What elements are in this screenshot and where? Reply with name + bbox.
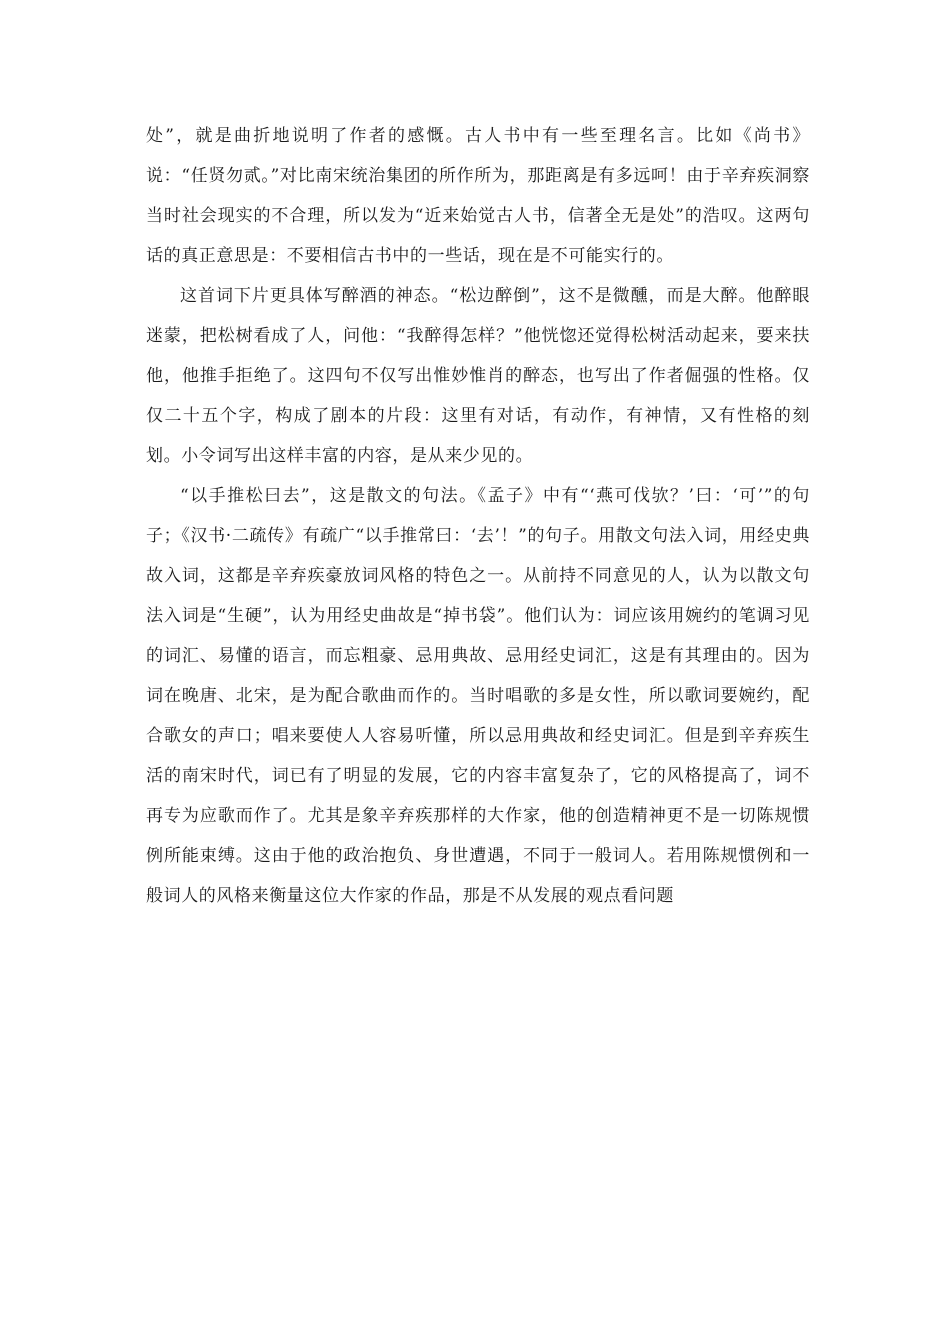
paragraph-continued: 处”，就是曲折地说明了作者的感慨。古人书中有一些至理名言。比如《尚书》说：“任贤勿贰。”对比南宋统治集团的所作所为，那距离是有多远呵！由于辛弃疾洞察当时社会现实的不合理，所以发为“近来始觉古人书，信著全无是处”的浩叹。这两句话的真正意思是：不要相信古书中的一些话，现在是不可能实行的。 [146,126,810,266]
article-body [146,116,810,916]
paragraph: “以手推松曰去”，这是散文的句法。《孟子》中有“‘燕可伐欤？’曰：‘可’”的句子；《汉书·二疏传》有疏广“以手推常曰：‘去’！”的句子。用散文句法入词，用经史典故入词，这都是辛弃疾豪放词风格的特色之一。从前持不同意见的人，认为以散文句法入词是“生硬”，认为用经史曲故是“掉书袋”。他们认为：词应该用婉约的笔调习见的词汇、易懂的语言，而忘粗豪、忌用典故、忌用经史词汇，这是有其理由的。因为词在晚唐、北宋，是为配合歌曲而作的。当时唱歌的多是女性，所以歌词要婉约，配合歌女的声口；唱来要使人人容易听懂，所以忌用典故和经史词汇。但是到辛弃疾生活的南宋时代，词已有了明显的发展，它的内容丰富复杂了，它的风格提高了，词不再专为应歌而作了。尤其是象辛弃疾那样的大作家，他的创造精神更不是一切陈规惯例所能束缚。这由于他的政治抱负、身世遭遇，不同于一般词人。若用陈规惯例和一般词人的风格来衡量这位大作家的作品，那是不从发展的观点看问题 [146,486,810,906]
paragraph: 这首词下片更具体写醉酒的神态。“松边醉倒”，这不是微醺，而是大醉。他醉眼迷蒙，把松树看成了人，问他：“我醉得怎样？”他恍惚还觉得松树活动起来，要来扶他，他推手拒绝了。这四句不仅写出惟妙惟肖的醉态，也写出了作者倔强的性格。仅仅二十五个字，构成了剧本的片段：这里有对话，有动作，有神情，又有性格的刻划。小令词写出这样丰富的内容，是从来少见的。 [146,286,810,466]
